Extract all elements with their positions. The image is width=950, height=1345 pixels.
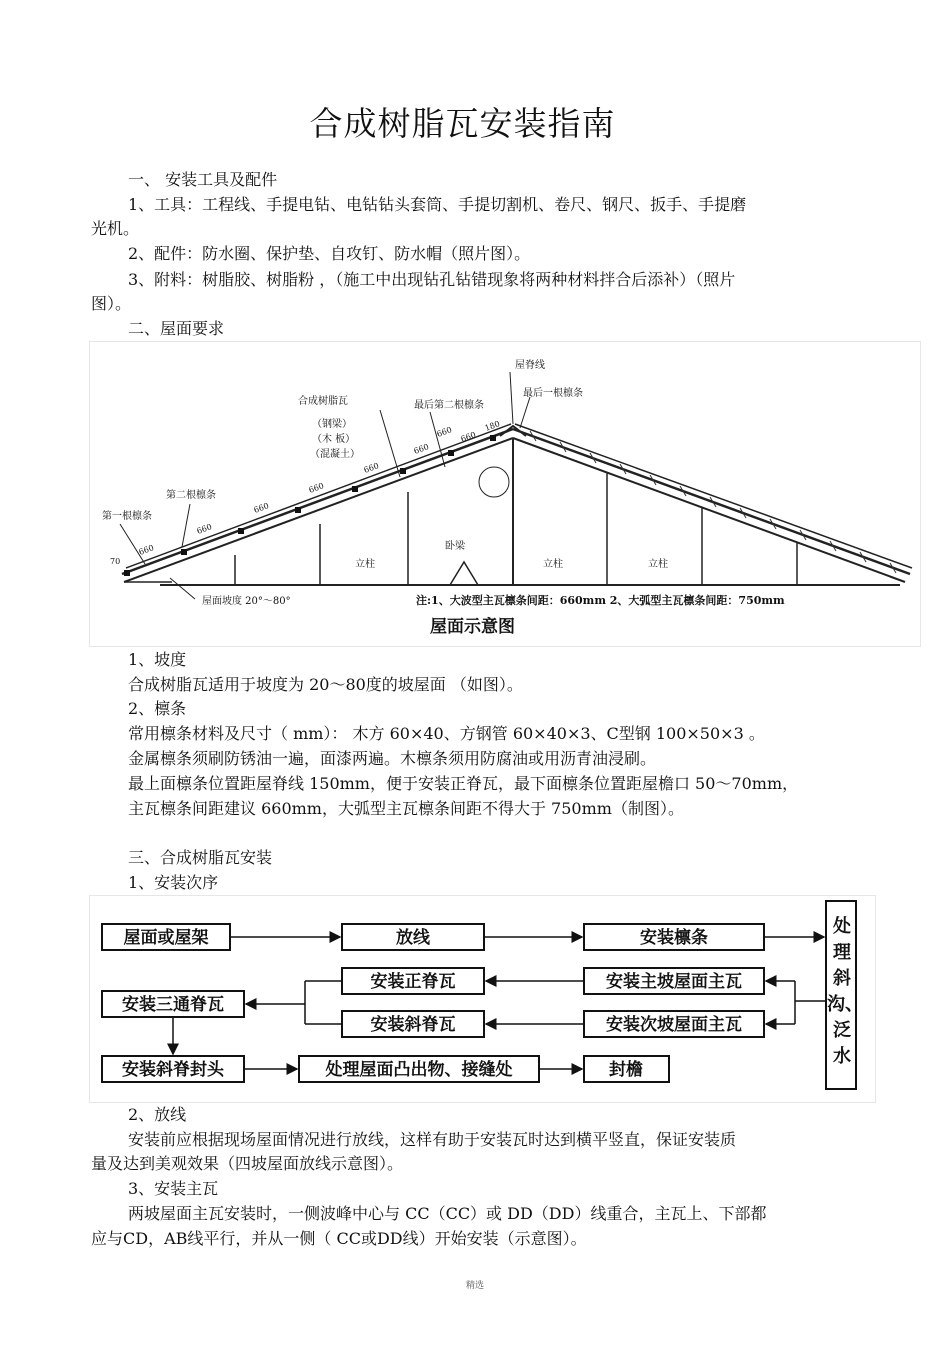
flow-roof: 屋面或屋架: [123, 928, 209, 948]
steel-beam-label: （钢梁）: [312, 419, 352, 430]
install-flowchart: [89, 895, 876, 1103]
roof-diagram: [89, 341, 921, 647]
dim-label: 660: [435, 425, 454, 439]
flow-sub-slope: 安装次坡屋面主瓦: [606, 1015, 742, 1035]
flow-hip-end: 安装斜脊封头: [122, 1060, 224, 1080]
section-3-heading: 三、合成树脂瓦安装: [128, 848, 273, 867]
layout-line-text: 安装前应根据现场屋面情况进行放线，这样有助于安装瓦时达到横平竖直，保证安装质: [128, 1130, 737, 1149]
layout-line-text-cont: 量及达到美观效果（四坡屋面放线示意图）。: [91, 1154, 404, 1173]
purlin-heading: 2、檩条: [128, 699, 187, 718]
parts-line: 2、配件：防水圈、保护垫、自攻钉、防水帽（照片图）。: [128, 244, 531, 263]
dim-label: 660: [137, 543, 156, 557]
first-purlin-label: 第一根檩条: [102, 511, 152, 522]
concrete-label: （混凝土）: [310, 449, 360, 460]
flow-main-slope: 安装主坡屋面主瓦: [606, 972, 742, 992]
flow-line: 放线: [396, 928, 430, 948]
second-last-purlin-label: 最后第二根檩条: [414, 400, 484, 411]
flowchart-svg: [90, 896, 875, 1102]
purlin-line-2: 金属檩条须刷防锈油一遍，面漆两遍。木檩条须用防腐油或用沥青油浸刷。: [128, 749, 657, 768]
dim-label: 660: [412, 442, 431, 456]
roof-diagram-caption: 屋面示意图: [430, 617, 515, 637]
tools-line: 1、工具：工程线、手提电钻、电钻钻头套筒、手提切割机、卷尺、钢尺、扳手、手提磨: [128, 195, 747, 214]
additives-line: 3、附料：树脂胶、树脂粉 ，（施工中出现钻孔钻错现象将两种材料拌合后添补）（照片: [128, 270, 736, 289]
flow-gutter: 处理斜沟、泛水: [827, 916, 863, 1067]
dim-label: 660: [362, 461, 381, 475]
second-purlin-label: 第二根檩条: [166, 490, 216, 501]
dim-label: 660: [252, 501, 271, 515]
layout-line-heading: 2、放线: [128, 1105, 187, 1124]
page-title: 合成树脂瓦安装指南: [309, 104, 616, 143]
dim-label: 70: [110, 557, 121, 566]
main-tile-text-cont: 应与CD，AB线平行，并从一侧（ CC或DD线）开始安装（示意图）。: [91, 1229, 587, 1248]
dim-label: 180: [483, 419, 502, 433]
beam-label: 卧梁: [445, 541, 465, 552]
slope-heading: 1、坡度: [128, 650, 187, 669]
flow-main-ridge: 安装正脊瓦: [370, 972, 456, 992]
spacing-note: 注:1、大波型主瓦檩条间距：660mm 2、大弧型主瓦檩条间距：750mm: [416, 594, 785, 607]
purlin-line-3: 最上面檩条位置距屋脊线 150mm，便于安装正脊瓦，最下面檩条位置距屋檐口 50～70mm，: [128, 774, 799, 793]
slope-label: 屋面坡度 20°～80°: [202, 596, 291, 607]
page-footer: 精选: [465, 1281, 484, 1291]
roof-diagram-svg: [90, 342, 920, 646]
column-label-1: 立柱: [355, 559, 375, 570]
purlin-line-4: 主瓦檩条间距建议 660mm，大弧型主瓦檩条间距不得大于 750mm（制图）。: [128, 799, 684, 818]
ridge-line-label: 屋脊线: [515, 360, 545, 371]
tools-line-cont: 光机。: [91, 219, 140, 238]
dim-label: 660: [307, 481, 326, 495]
main-tile-text: 两坡屋面主瓦安装时，一侧波峰中心与 CC（CC）或 DD（DD）线重合，主瓦上、下部都: [128, 1204, 767, 1223]
column-label-3: 立柱: [648, 559, 668, 570]
additives-line-cont: 图）。: [91, 294, 132, 313]
last-purlin-label: 最后一根檩条: [523, 388, 583, 399]
flow-eave: 封檐: [609, 1060, 643, 1080]
purlin-line-1: 常用檩条材料及尺寸（ mm）： 木方 60×40、方钢管 60×40×3、C型钢 100×50×3 。: [128, 724, 765, 743]
main-tile-heading: 3、安装主瓦: [128, 1179, 219, 1198]
flow-three-way: 安装三通脊瓦: [122, 995, 224, 1015]
install-order-heading: 1、安装次序: [128, 873, 219, 892]
flow-hip-ridge: 安装斜脊瓦: [370, 1015, 456, 1035]
flow-protrusion: 处理屋面凸出物、接缝处: [325, 1060, 513, 1080]
dim-label: 660: [195, 522, 214, 536]
section-2-heading: 二、屋面要求: [128, 319, 225, 338]
flow-install-purlin: 安装檩条: [640, 928, 708, 948]
resin-tile-label: 合成树脂瓦: [298, 396, 348, 407]
column-label-2: 立柱: [543, 559, 563, 570]
section-1-heading: 一、 安装工具及配件: [128, 170, 278, 189]
wood-board-label: （木 板）: [312, 434, 356, 445]
slope-text: 合成树脂瓦适用于坡度为 20～80度的坡屋面 （如图）。: [128, 675, 523, 694]
dim-label: 660: [459, 430, 478, 444]
